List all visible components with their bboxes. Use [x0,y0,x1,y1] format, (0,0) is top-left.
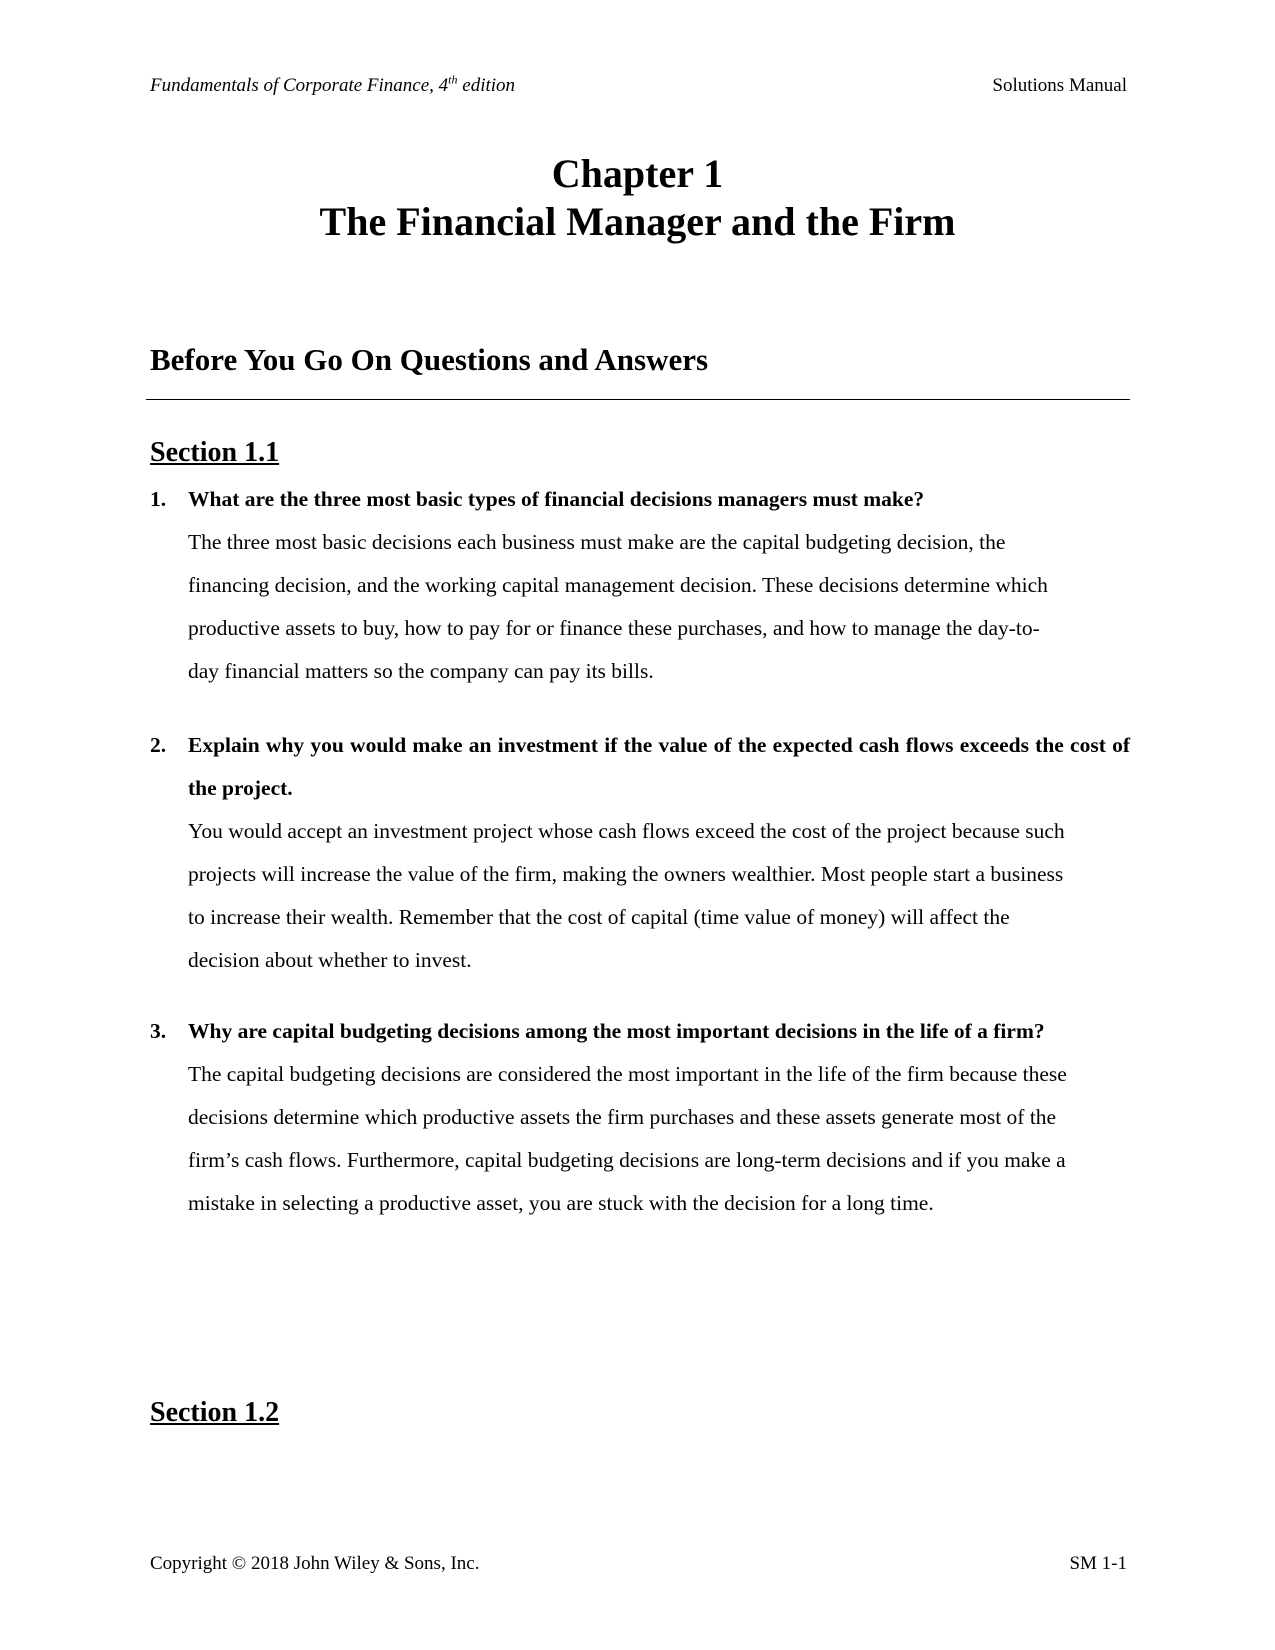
chapter-name: The Financial Manager and the Firm [319,199,956,244]
edition-superscript: th [448,72,458,87]
question-row [150,724,1130,810]
question-row [150,1010,1130,1053]
page-heading: Before You Go On Questions and Answers [150,342,709,377]
chapter-title [0,150,1275,246]
edition-suffix: edition [457,75,516,96]
question-block-3 [150,1010,1130,1225]
question-text: What are the three most basic types of financial decisions managers must make? [188,487,925,511]
question-text: Why are capital budgeting decisions among the most important decisions in the life of a firm? [188,1019,1045,1043]
section-heading-1-2: Section 1.2 [150,1397,280,1428]
question-number: 3. [150,1019,167,1043]
running-header-manual-label: Solutions Manual [992,75,1127,96]
answer-text: You would accept an investment project whose cash flows exceed the cost of the project because such projects will increase the value of the firm, making the owners wealthier. Most people start a business to increase their wealth. Remember that the cost of capital (time value of money) will affect the decision about whether to invest. [188,819,1065,972]
heading-divider [146,399,1130,400]
question-text: Explain why you would make an investment if the value of the expected cash flows exceeds the cost of the project. [188,733,1130,800]
answer-text: The three most basic decisions each business must make are the capital budgeting decision, the financing decision, and the working capital management decision. These decisions determine which productive assets to buy, how to pay for or finance these purchases, and how to manage the day-to-day financial matters so the company can pay its bills. [188,530,1048,683]
footer-copyright: Copyright © 2018 John Wiley & Sons, Inc. [150,1553,480,1574]
question-number: 2. [150,733,167,757]
question-row [150,478,1130,521]
book-title-text: Fundamentals of Corporate Finance, 4 [150,75,449,96]
chapter-number: Chapter 1 [551,151,724,196]
answer-text: The capital budgeting decisions are considered the most important in the life of the firm because these decisions determine which productive assets the firm purchases and these assets generate most of the firm’s cash flows. Furthermore, capital budgeting decisions are long-term decisions and if you make a mistake in selecting a productive asset, you are stuck with the decision for a long time. [188,1062,1067,1215]
running-header-book-title [150,74,515,98]
question-block-1 [150,478,1130,693]
question-block-2 [150,724,1130,982]
section-heading-1-1: Section 1.1 [150,437,280,468]
footer-page-number: SM 1-1 [1069,1553,1127,1574]
question-number: 1. [150,487,167,511]
